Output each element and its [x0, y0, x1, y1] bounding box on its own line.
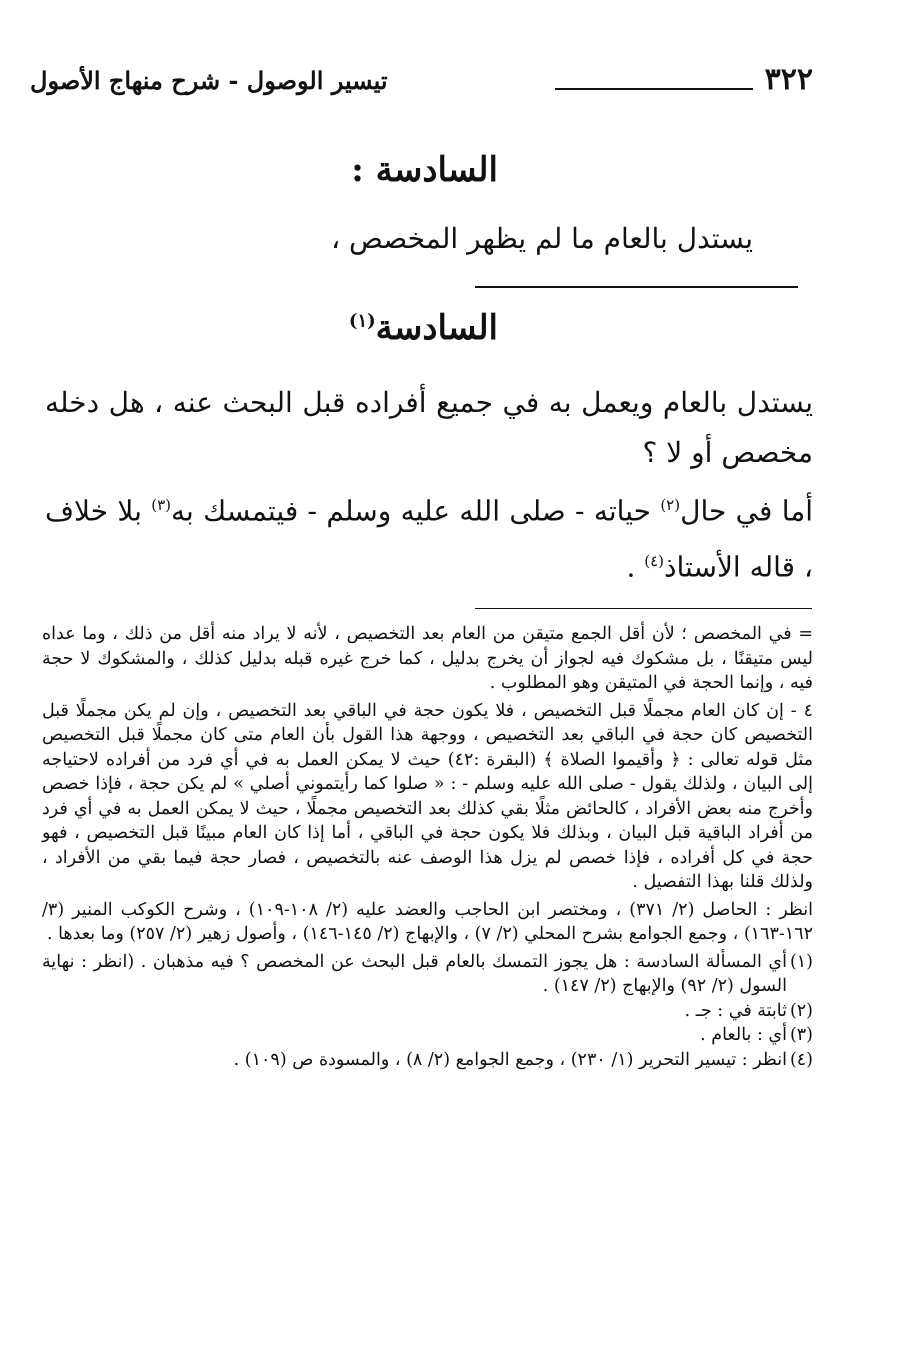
footnote-ref-2[interactable]: (٢) — [660, 496, 681, 514]
footnote-text: ثابتة في : جـ . — [684, 1000, 787, 1021]
page-header — [30, 62, 813, 106]
footnote-ref-4[interactable]: (٤) — [644, 552, 665, 571]
footnote-number: (١) — [789, 951, 813, 972]
para2-part-b: حياته - صلى الله عليه وسلم - فيتمسك به — [171, 494, 661, 528]
footnote-2 — [42, 999, 813, 1024]
footnote-number: (٣) — [789, 1025, 813, 1045]
page-number: ٣٢٢ — [764, 62, 813, 97]
sharh-heading-text: السادسة — [375, 308, 498, 348]
footnote-text: أي : بالعام . — [700, 1025, 787, 1045]
footnote-continuation: = في المخصص ؛ لأن أقل الجمع متيقن من العام بعد التخصيص ، لأنه لا يراد منه أقل من ذلك ، وما عداه ليس متيقنًا ، بل مشكوك فيه لجواز أن يخرج بدليل ، كما خرج غيره قبله بدليل كذلك ، والمشكوك لا حجة فيه ، وإنما الحجة في المتيقن وهو المطلوب . — [42, 624, 813, 693]
para2-part-c: بلا خلاف ، قاله الأستاذ — [45, 494, 813, 584]
matn-text: يستدل بالعام ما لم يظهر المخصص ، — [331, 222, 753, 255]
footnote-1 — [42, 950, 813, 999]
footnote-text: انظر : تيسير التحرير (١/ ٢٣٠) ، وجمع الجوامع (٢/ ٨) ، والمسودة ص (١٠٩) . — [233, 1049, 787, 1070]
footnote-3 — [42, 1023, 813, 1048]
footnote-rule — [475, 608, 812, 609]
header-rule — [555, 88, 753, 90]
footnote-continuation: ٤ - إن كان العام مجملًا قبل التخصيص ، فلا يكون حجة في الباقي بعد التخصيص ، وإن لم يكن مجملًا قبل التخصيص كان حجة في الباقي بعد التخصيص ، ووجهة هذا القول بأن العام متى كان مجملًا قبل التخصيص مثل قوله تعالى : ﴿ وأقيموا الصلاة ﴾ (البقرة :٤٢) حيث لا يمكن العمل به في أي فرد من أفراده لاحتياجه إلى البيان ، ولذلك يقول - صلى الله عليه وسلم - : « صلوا كما رأيتموني أصلي » لم يكن حجة ، فإذا خصص وأخرج منه بعض الأفراد ، كالحائض مثلًا بقي كذلك بعد التخصيص مجملًا ، حيث لا يمكن العمل به في أي فرد من أفراد الباقية قبل البيان ، وبذلك فلا يكون حجة في الباقي ، أما إذا كان العام مبينًا قبل التخصيص ، فهو حجة في كل أفراده ، فإذا خصص لم يزل هذا الوصف عنه بالتخصيص ، فصار حجة فيما بقي من الأفراد ، ولذلك قلنا بهذا التفصيل . — [42, 700, 813, 892]
section-divider — [475, 286, 798, 288]
footnotes — [42, 622, 813, 1072]
para2-part-a: أما في حال — [680, 494, 814, 528]
matn-heading: السادسة : — [351, 150, 498, 190]
sharh-paragraph-2 — [45, 480, 813, 593]
footnote-ref-3[interactable]: (٣) — [151, 496, 172, 514]
footnote-text: أي المسألة السادسة : هل يجوز التمسك بالعام قبل البحث عن المخصص ؟ فيه مذهبان . (انظر : نهاية السول (٢/ ٩٢) والإبهاج (٢/ ١٤٧) . — [42, 951, 787, 996]
footnote-4 — [42, 1048, 813, 1073]
para2-part-d: . — [626, 550, 645, 584]
sharh-heading — [349, 308, 498, 348]
footnote-ref-1[interactable]: (١) — [348, 310, 376, 332]
sharh-paragraph-1: يستدل بالعام ويعمل به في جميع أفراده قبل البحث عنه ، هل دخله مخصص أو لا ؟ — [45, 386, 813, 469]
footnote-references: انظر : الحاصل (٢/ ٣٧١) ، ومختصر ابن الحاجب والعضد عليه (٢/ ١٠٨-١٠٩) ، وشرح الكوكب المنير (٣/ ١٦٢-١٦٣) ، وجمع الجوامع بشرح المحلي (٢/ ٧) ، والإبهاج (٢/ ١٤٥-١٤٦) ، وأصول زهير (٢/ ٢٥٧) وما بعدها . — [42, 899, 813, 944]
footnote-number: (٢) — [789, 1000, 813, 1021]
footnote-number: (٤) — [789, 1049, 813, 1070]
running-title: تيسير الوصول - شرح منهاج الأصول — [30, 66, 388, 95]
